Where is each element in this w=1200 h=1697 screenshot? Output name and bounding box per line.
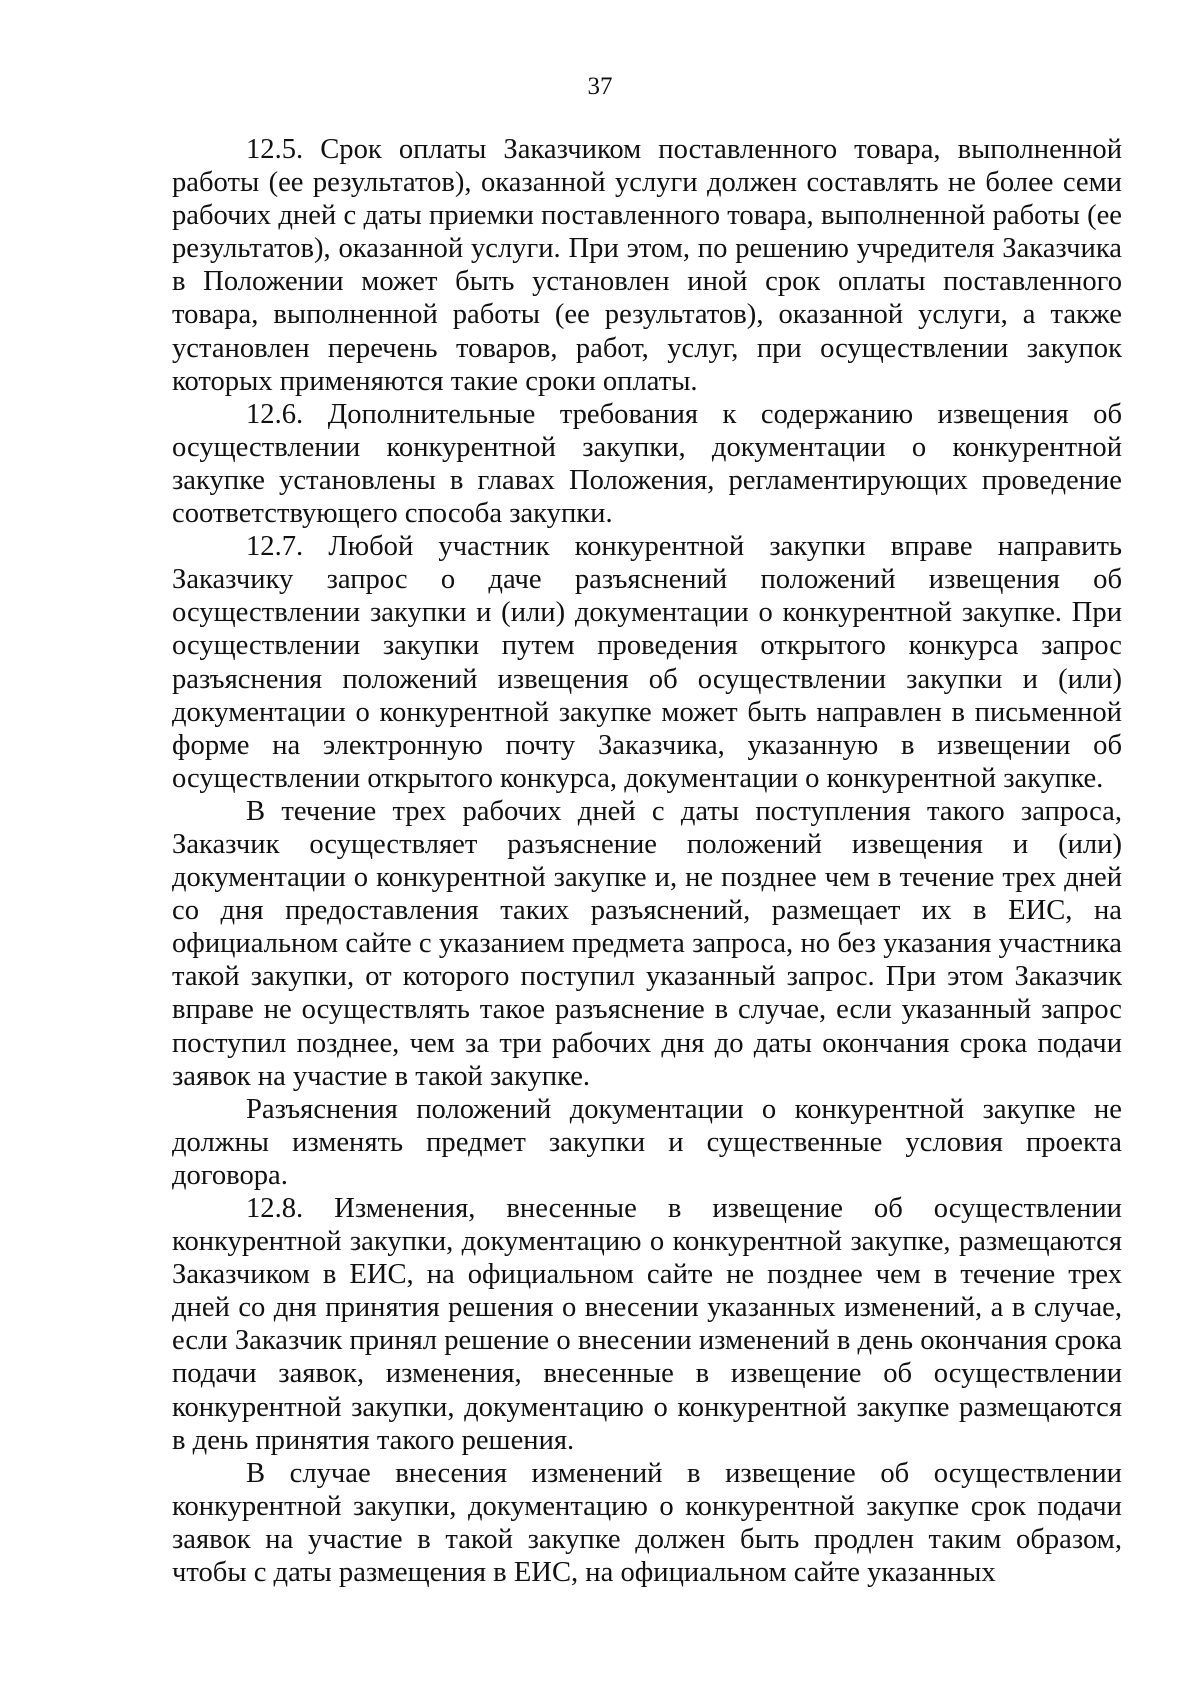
paragraph-12-5: 12.5. Срок оплаты Заказчиком поставленного товара, выполненной работы (ее результатов), оказанной услуги должен составлять не более семи рабочих дней с даты приемки поставленного товара, выполненной работы (ее результатов), оказанной услуги. При этом, по решению учредителя Заказчика в Положении может быть установлен иной срок оплаты поставленного товара, выполненной работы (ее результатов), оказанной услуги, а также установлен перечень товаров, работ, услуг, при осуществлении закупок которых применяются такие сроки оплаты. [172,134,1122,397]
paragraph-12-7-clarification-limits: Разъяснения положений документации о конкурентной закупке не должны изменять предмет закупки и существенные условия проекта договора. [172,1093,1122,1191]
page-number: 37 [587,73,613,100]
paragraph-12-7-clarification-term: В течение трех рабочих дней с даты поступления такого запроса, Заказчик осуществляет разъяснение положений извещения и (или) документации о конкурентной закупке и, не позднее чем в течение трех дней со дня предоставления таких разъяснений, размещает их в ЕИС, на официальном сайте с указанием предмета запроса, но без указания участника такой закупки, от которого поступил указанный запрос. При этом Заказчик вправе не осуществлять такое разъяснение в случае, если указанный запрос поступил позднее, чем за три рабочих дня до даты окончания срока подачи заявок на участие в такой закупке. [172,795,1122,1092]
paragraph-12-8: 12.8. Изменения, внесенные в извещение об осуществлении конкурентной закупки, документацию о конкурентной закупке, размещаются Заказчиком в ЕИС, на официальном сайте не позднее чем в течение трех дней со дня принятия решения о внесении указанных изменений, а в случае, если Заказчик принял решение о внесении изменений в день окончания срока подачи заявок, изменения, внесенные в извещение об осуществлении конкурентной закупки, документацию о конкурентной закупке размещаются в день принятия такого решения. [172,1193,1122,1456]
paragraph-12-8-extension: В случае внесения изменений в извещение об осуществлении конкурентной закупки, документацию о конкурентной закупке срок подачи заявок на участие в такой закупке должен быть продлен таким образом, чтобы с даты размещения в ЕИС, на официальном сайте указанных [172,1457,1122,1589]
paragraph-12-6: 12.6. Дополнительные требования к содержанию извещения об осуществлении конкурентной закупки, документации о конкурентной закупке установлены в главах Положения, регламентирующих проведение соответствующего способа закупки. [172,398,1122,530]
paragraph-12-7: 12.7. Любой участник конкурентной закупки вправе направить Заказчику запрос о даче разъяснений положений извещения об осуществлении закупки и (или) документации о конкурентной закупке. При осуществлении закупки путем проведения открытого конкурса запрос разъяснения положений извещения об осуществлении закупки и (или) документации о конкурентной закупке может быть направлен в письменной форме на электронную почту Заказчика, указанную в извещении об осуществлении открытого конкурса, документации о конкурентной закупке. [172,531,1122,794]
document-body [172,133,1122,1589]
